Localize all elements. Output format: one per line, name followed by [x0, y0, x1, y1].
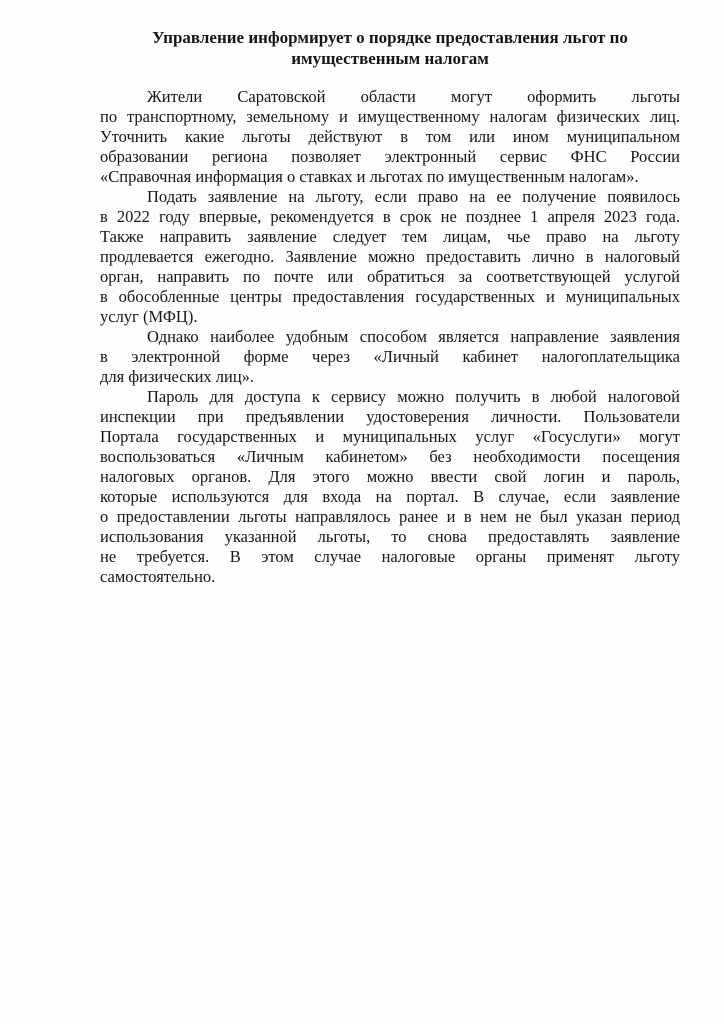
- text-line: услуг (МФЦ).: [100, 307, 198, 326]
- text-line: о предоставлении льготы направлялось ранее и в нем не был указан период: [100, 507, 680, 526]
- text-line: которые используются для входа на портал. В случае, если заявление: [100, 487, 680, 506]
- text-line: для физических лиц».: [100, 367, 255, 386]
- paragraph-4: [100, 387, 680, 587]
- text-line: «Справочная информация о ставках и льготах по имущественным налогам».: [100, 167, 639, 186]
- text-line: инспекции при предъявлении удостоверения личности. Пользователи: [100, 407, 680, 426]
- text-line: Подать заявление на льготу, если право на ее получение появилось: [147, 187, 680, 206]
- text-line: в обособленные центры предоставления государственных и муниципальных: [100, 287, 680, 306]
- paragraph-1: [100, 87, 680, 187]
- text-line: Жители Саратовской области могут оформить льготы: [147, 87, 680, 106]
- text-line: налоговых органов. Для этого можно ввести свой логин и пароль,: [100, 467, 680, 486]
- text-line: образовании региона позволяет электронный сервис ФНС России: [100, 147, 680, 166]
- text-line: по транспортному, земельному и имущественному налогам физических лиц.: [100, 107, 680, 126]
- text-line: не требуется. В этом случае налоговые органы применят льготу: [100, 547, 680, 566]
- text-line: Также направить заявление следует тем лицам, чье право на льготу: [100, 227, 680, 246]
- document-body: [100, 87, 680, 587]
- document-title-line-1: Управление информирует о порядке предоставления льгот по: [152, 28, 628, 47]
- paragraph-2: [100, 187, 680, 327]
- text-line: воспользоваться «Личным кабинетом» без необходимости посещения: [100, 447, 680, 466]
- text-line: самостоятельно.: [100, 567, 216, 586]
- document-title-line-2: имущественным налогам: [291, 49, 489, 68]
- text-line: продлевается ежегодно. Заявление можно предоставить лично в налоговый: [100, 247, 680, 266]
- text-line: Пароль для доступа к сервису можно получить в любой налоговой: [147, 387, 680, 406]
- text-line: Однако наиболее удобным способом является направление заявления: [147, 327, 680, 346]
- text-line: в 2022 году впервые, рекомендуется в срок не позднее 1 апреля 2023 года.: [100, 207, 680, 226]
- text-line: в электронной форме через «Личный кабинет налогоплательщика: [100, 347, 680, 366]
- text-line: орган, направить по почте или обратиться за соответствующей услугой: [100, 267, 680, 286]
- document-title: [100, 27, 680, 69]
- text-line: Уточнить какие льготы действуют в том или ином муниципальном: [100, 127, 680, 146]
- text-line: использования указанной льготы, то снова предоставлять заявление: [100, 527, 680, 546]
- text-line: Портала государственных и муниципальных услуг «Госуслуги» могут: [100, 427, 680, 446]
- paragraph-3: [100, 327, 680, 387]
